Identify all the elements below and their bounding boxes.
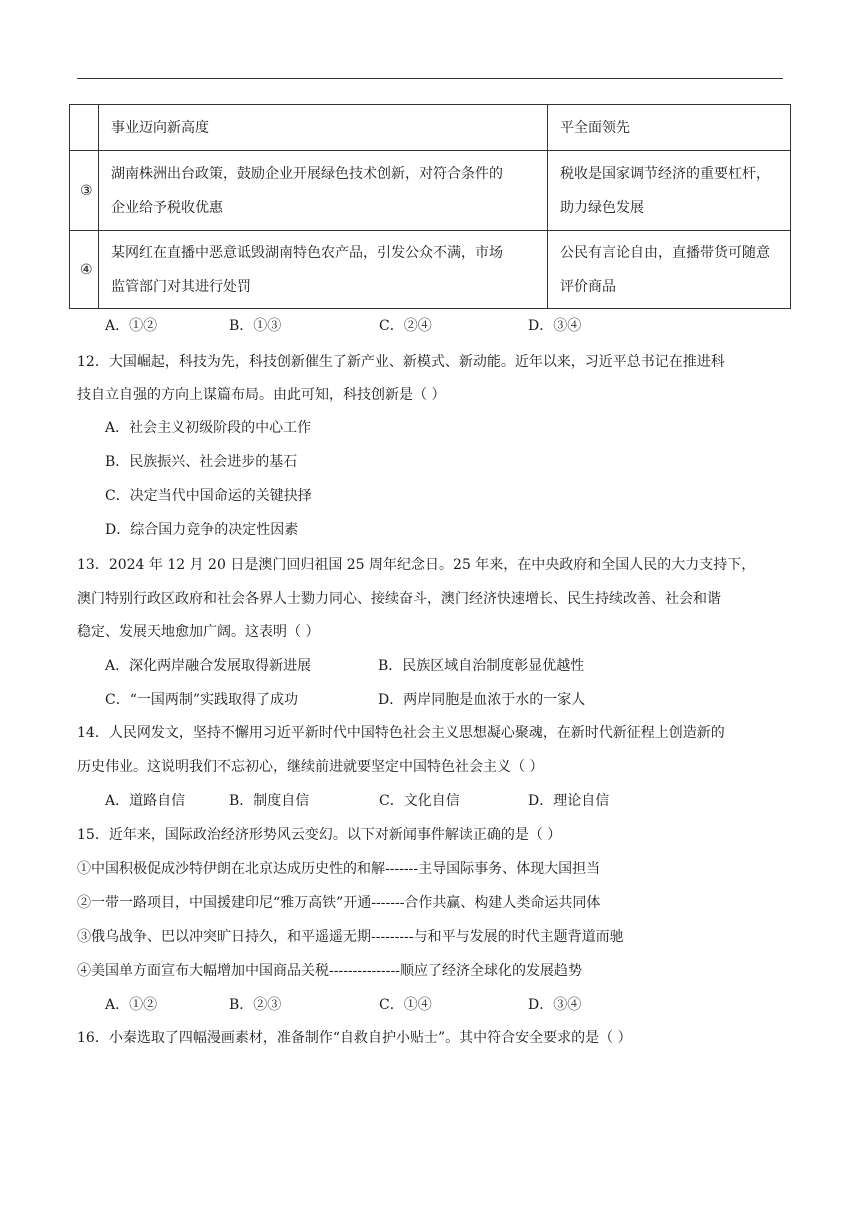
option-d: D．理论自信 — [528, 793, 610, 809]
q14-stem-line: 历史伟业。这说明我们不忘初心，继续前进就要坚定中国特色社会主义（ ） — [77, 759, 544, 775]
option-b: B．民族区域自治制度彰显优越性 — [378, 658, 585, 674]
row-number: ④ — [70, 231, 99, 309]
option-a: A．深化两岸融合发展取得新进展 — [105, 658, 312, 674]
q13-stem-line: 13．2024 年 12 月 20 日是澳门回归祖国 25 周年纪念日。25 年来，在中央政府和全国人民的大力支持下， — [77, 557, 756, 573]
analysis-cell: 平全面领先 — [548, 105, 791, 151]
table-row — [70, 151, 791, 231]
q11-options — [105, 316, 705, 336]
event-cell: 湖南株洲出台政策，鼓励企业开展绿色技术创新，对符合条件的 企业给予税收优惠 — [99, 151, 548, 231]
q15-item: ③俄乌战争、巴以冲突旷日持久，和平遥遥无期---------与和平与发展的时代主题背道而驰 — [77, 929, 624, 945]
event-cell: 某网红在直播中恶意诋毁湖南特色农产品，引发公众不满，市场 监管部门对其进行处罚 — [99, 231, 548, 309]
option-a: A．①② — [105, 997, 158, 1013]
option-c: C．②④ — [379, 318, 432, 334]
option-b: B．②③ — [229, 997, 282, 1013]
option-a: A．道路自信 — [105, 793, 186, 809]
q15-stem-line: 15．近年来，国际政治经济形势风云变幻。以下对新闻事件解读正确的是（ ） — [77, 827, 562, 843]
row-number — [70, 105, 99, 151]
event-cell: 事业迈向新高度 — [99, 105, 548, 151]
option-d: D．③④ — [528, 997, 582, 1013]
q15-item: ④美国单方面宣布大幅增加中国商品关税---------------顺应了经济全球化的发展趋势 — [77, 963, 582, 979]
q12-option-b: B．民族振兴、社会进步的基石 — [105, 454, 298, 470]
q16-stem-line: 16．小秦选取了四幅漫画素材，准备制作“自救自护小贴士”。其中符合安全要求的是（ ） — [77, 1030, 632, 1046]
q11-table — [69, 104, 791, 309]
option-c: C．①④ — [379, 997, 432, 1013]
q13-options-row — [105, 656, 705, 676]
option-c: C．“一国两制”实践取得了成功 — [105, 692, 299, 708]
q15-item: ①中国积极促成沙特伊朗在北京达成历史性的和解-------主导国际事务、体现大国担当 — [77, 861, 601, 877]
q14-stem-line: 14．人民网发文，坚持不懈用习近平新时代中国特色社会主义思想凝心聚魂，在新时代新征程上创造新的 — [77, 725, 725, 741]
q12-stem-line: 12．大国崛起，科技为先，科技创新催生了新产业、新模式、新动能。近年以来，习近平总书记在推进科 — [77, 354, 725, 370]
q15-item: ②一带一路项目，中国援建印尼“雅万高铁”开通-------合作共赢、构建人类命运共同体 — [77, 895, 601, 911]
q12-option-a: A．社会主义初级阶段的中心工作 — [105, 420, 312, 436]
q15-options — [105, 995, 705, 1015]
header-rule — [77, 78, 783, 79]
analysis-cell: 税收是国家调节经济的重要杠杆， 助力绿色发展 — [548, 151, 791, 231]
option-b: B．①③ — [229, 318, 282, 334]
analysis-cell: 公民有言论自由，直播带货可随意 评价商品 — [548, 231, 791, 309]
q13-options-row — [105, 690, 705, 710]
option-d: D．③④ — [528, 318, 582, 334]
q13-stem-line: 稳定、发展天地愈加广阔。这表明（ ） — [77, 624, 320, 640]
q12-stem-line: 技自立自强的方向上谋篇布局。由此可知，科技创新是（ ） — [77, 387, 446, 403]
q14-options — [105, 791, 705, 811]
q12-option-c: C．决定当代中国命运的关键抉择 — [105, 488, 312, 504]
row-number: ③ — [70, 151, 99, 231]
q12-option-d: D．综合国力竞争的决定性因素 — [105, 522, 299, 538]
option-d: D．两岸同胞是血浓于水的一家人 — [378, 692, 586, 708]
option-a: A．①② — [105, 318, 158, 334]
table-row — [70, 105, 791, 151]
option-c: C．文化自信 — [379, 793, 460, 809]
q13-stem-line: 澳门特别行政区政府和社会各界人士勠力同心、接续奋斗，澳门经济快速增长、民生持续改善、社会和谐 — [77, 591, 721, 607]
table-row — [70, 231, 791, 309]
option-b: B．制度自信 — [229, 793, 310, 809]
